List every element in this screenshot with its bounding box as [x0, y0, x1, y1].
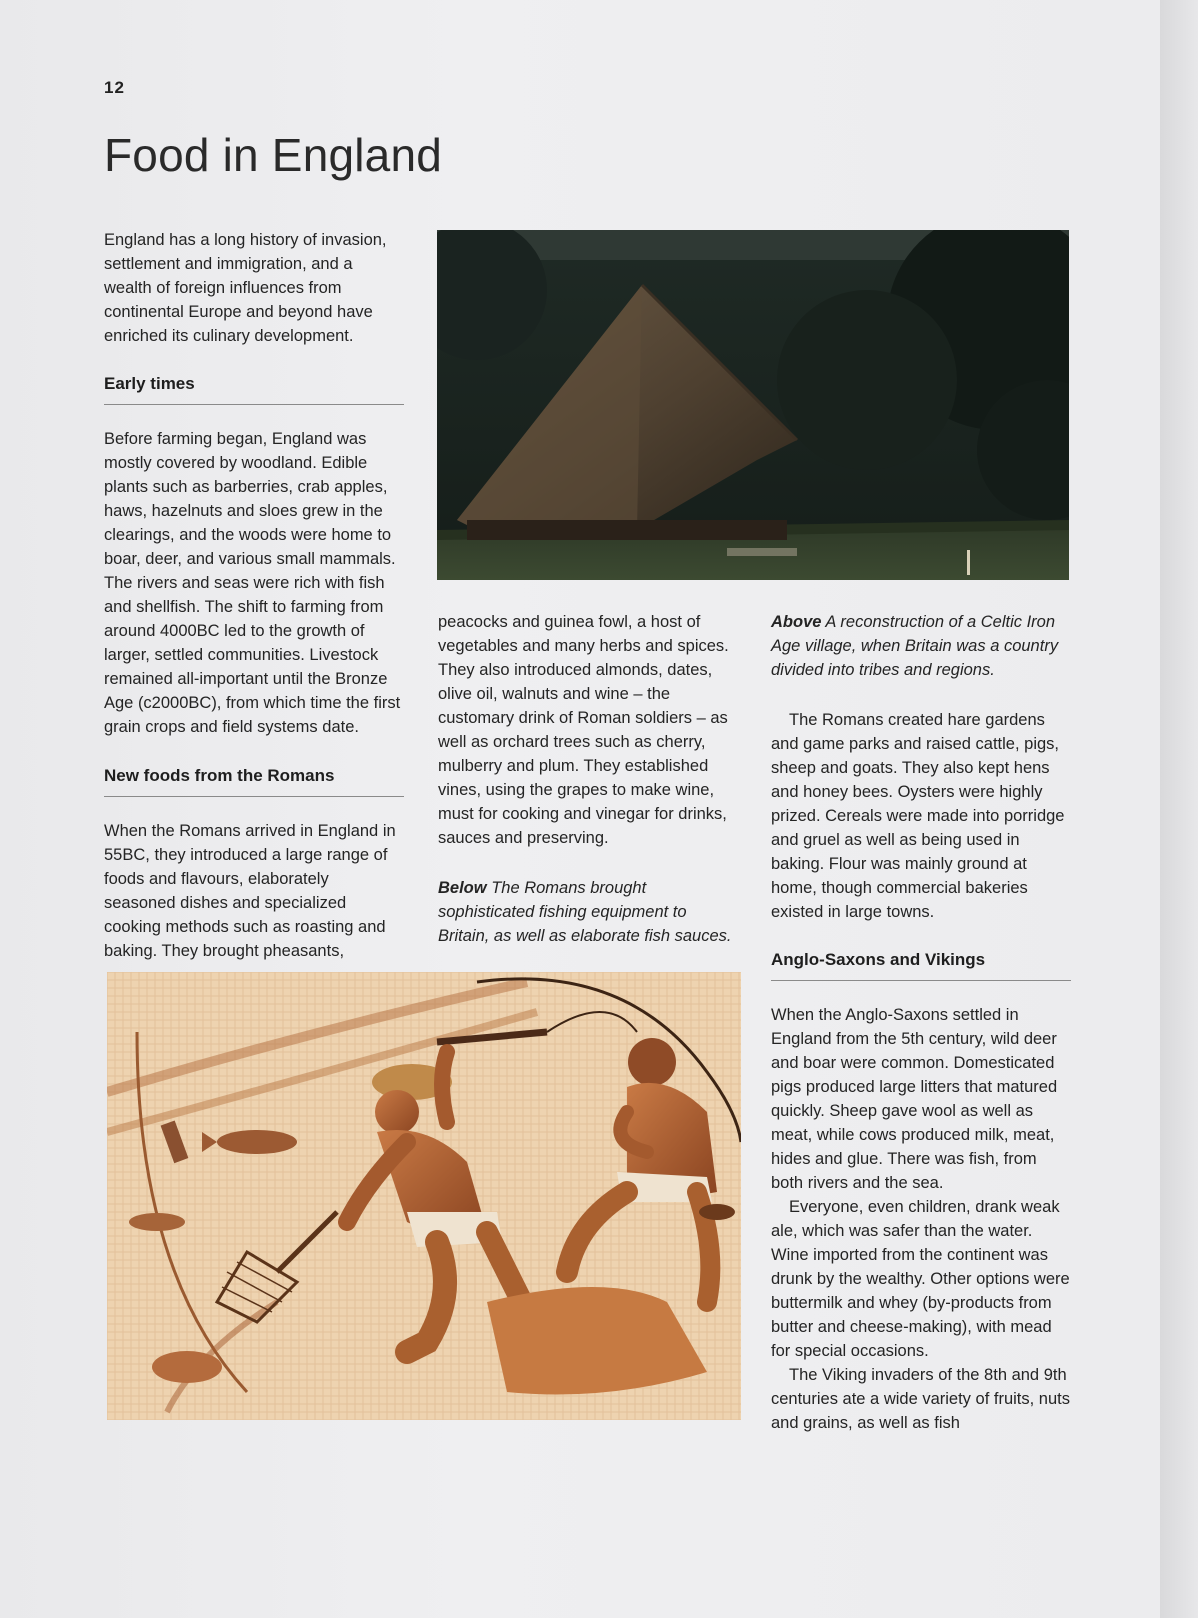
anglo-saxons-paragraph-2: Everyone, even children, drank weak ale, which was safer than the water. Wine imported from the continent was drunk by the wealthy. Other options were buttermilk and whey (by-products from butter and cheese-making), with mead for special occasions. — [771, 1198, 1070, 1360]
above-caption-text: A reconstruction of a Celtic Iron Age village, when Britain was a country divided into tribes and regions. — [771, 613, 1059, 679]
celtic-village-photo — [437, 230, 1069, 580]
below-caption-label: Below — [438, 879, 487, 897]
intro-paragraph: England has a long history of invasion, settlement and immigration, and a wealth of foreign influences from continental Europe and beyond have enriched its culinary development. — [104, 231, 387, 345]
below-caption-text: The Romans brought sophisticated fishing equipment to Britain, as well as elaborate fish sauces. — [438, 879, 732, 945]
section-heading-early-times: Early times — [104, 372, 404, 405]
section-heading-anglo-saxons: Anglo-Saxons and Vikings — [771, 948, 1071, 981]
early-times-paragraph: Before farming began, England was mostly covered by woodland. Edible plants such as barberries, crab apples, haws, hazelnuts and sloes grew in the clearings, and the woods were home to boar, deer, and various small mammals. The rivers and seas were rich with fish and shellfish. The shift to farming from around 4000BC led to the growth of larger, settled communities. Livestock remained all-important until the Bronze Age (c2000BC), from which time the first grain crops and field systems date. — [104, 430, 401, 736]
page-edge — [1160, 0, 1198, 1618]
romans-paragraph-part1: When the Romans arrived in England in 55BC, they introduced a large range of foods and flavours, elaborately seasoned dishes and specialized cooking methods such as roasting and baking. They brought pheasants, — [104, 822, 396, 960]
page-number: 12 — [104, 78, 125, 97]
roman-fishing-mosaic — [107, 972, 741, 1420]
page-title: Food in England — [104, 129, 443, 181]
romans-paragraph-part2: peacocks and guinea fowl, a host of vegetables and many herbs and spices. They also introduced almonds, dates, olive oil, walnuts and wine – the customary drink of Roman soldiers – as well as orchard trees such as cherry, mulberry and plum. They established vines, using the grapes to make wine, must for cooking and vinegar for drinks, sauces and preserving. — [438, 613, 729, 847]
right-column — [771, 610, 1071, 1435]
anglo-saxons-paragraph-3: The Viking invaders of the 8th and 9th centuries ate a wide variety of fruits, nuts and grains, as well as fish — [771, 1366, 1070, 1432]
below-caption — [438, 876, 738, 948]
middle-column — [438, 610, 738, 948]
romans-continued-paragraph: The Romans created hare gardens and game parks and raised cattle, pigs, sheep and goats. They also kept hens and honey bees. Oysters were highly prized. Cereals were made into porridge and gruel as well as being used in baking. Flour was mainly ground at home, though commercial bakeries existed in large towns. — [771, 711, 1065, 921]
left-column — [104, 228, 404, 963]
above-caption-label: Above — [771, 613, 822, 631]
section-heading-romans: New foods from the Romans — [104, 764, 404, 797]
above-caption — [771, 610, 1071, 682]
anglo-saxons-paragraph-1: When the Anglo-Saxons settled in England from the 5th century, wild deer and boar were common. Domesticated pigs produced large litters that matured quickly. Sheep gave wool as well as meat, while cows produced milk, meat, hides and glue. There was fish, from both rivers and the sea. — [771, 1006, 1058, 1192]
